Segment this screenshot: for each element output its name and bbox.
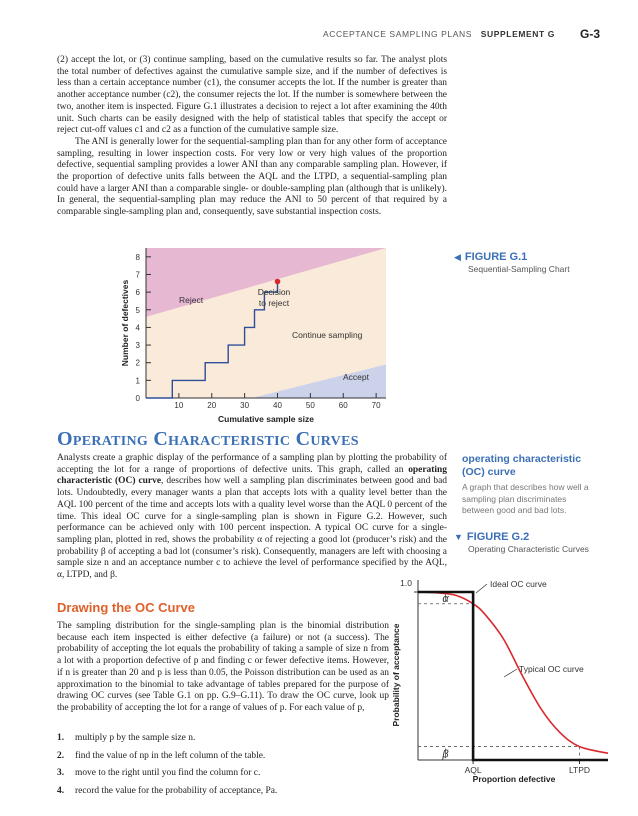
step-number: 3. [57, 768, 65, 778]
figure-g2-caption [454, 531, 604, 554]
sequential-sampling-chart [100, 248, 400, 430]
intro-paragraph-1: (2) accept the lot, or (3) continue sampling, based on the cumulative results so far. The analyst plots the total number of defectives against the cumulative sample size, and if the number of defectives is less than a certain acceptance number (c1), the consumer accepts the lot. If the number is greater than another acceptance number (c2), the consumer rejects the lot. If the number is somewhere between the two, another item is inspected. Figure G.1 illustrates a decision to reject a lot after examining the 40th unit. Such charts can be easily designed with the help of statistical tables that specify the accept or reject cut-off values c1 and c2 as a function of the cumulative sample size. [57, 55, 447, 136]
x-axis-label: Cumulative sample size [218, 414, 314, 424]
y-tick-label: 0 [135, 394, 140, 403]
glossary-definition: A graph that describes how well a sampling plan discriminates between good and bad lots. [462, 482, 589, 515]
y-axis-label: Probability of acceptance [391, 623, 401, 727]
oc-text-part1: Analysts create a graphic display of the performance of a sampling plan by plotting the probability of accepting the lot for a range of proportions of defective units. This graph, called an [57, 453, 447, 475]
subsection-heading: Drawing the OC Curve [57, 600, 195, 615]
ideal-oc-curve [418, 592, 608, 760]
running-header [300, 27, 600, 41]
y-tick-label: 3 [135, 341, 140, 351]
y-axis-label: Number of defectives [120, 279, 130, 367]
decision-label-line1: Decision [257, 287, 291, 297]
x-tick-label: 50 [305, 401, 315, 410]
x-tick-ltpd: LTPD [568, 765, 591, 775]
beta-symbol: β [442, 748, 449, 761]
x-tick-label: 60 [338, 401, 348, 410]
y-tick-label: 7 [135, 270, 140, 280]
x-tick-label: 40 [273, 401, 282, 410]
x-tick-label: 20 [207, 401, 217, 410]
x-tick-label: 70 [371, 401, 381, 410]
intro-text [57, 55, 447, 219]
step-number: 2. [57, 750, 65, 761]
list-item [57, 768, 397, 786]
y-tick-label: 1.0 [400, 578, 412, 588]
page-number: G-3 [579, 27, 600, 41]
continue-sampling-label: Continue sampling [292, 330, 363, 340]
step-text: multiply p by the sample size n. [75, 733, 196, 743]
y-tick-label: 4 [135, 323, 140, 333]
oc-text-part2: , describes how well a sampling plan discriminates between good and bad lots. Undoubtedly, every manager wants a plan that accepts lots with a quality level better than the AQL 100 percent of the time and accepts lots with a quality level worse than the AQL 0 percent of the time. This ideal OC curve for a single-sampling plan is shown in Figure G.2. However, such performance can be achieved only with 100 percent inspection. A typical OC curve for a single-sampling plan, plotted in red, shows the probability α of rejecting a good lot (producer’s risk) and the probability β of accepting a bad lot (consumer’s risk). Consequently, managers are left with choosing a sample size n and an acceptance number c to achieve the level of performance specified by the AQL, α, LTPD, and β. [57, 476, 447, 581]
x-tick-label: 10 [174, 401, 184, 410]
margin-glossary [462, 453, 592, 517]
list-item [57, 786, 397, 804]
figure-g1-subtitle: Sequential-Sampling Chart [468, 264, 570, 274]
ideal-label-leader [476, 584, 487, 593]
list-item [57, 751, 397, 769]
drawing-oc-text [57, 621, 389, 715]
step-text: find the value of np in the left column of the table. [75, 750, 266, 761]
oc-key-term: operating characteristic (OC) curve [57, 464, 447, 487]
x-axis-label: Proportion defective [472, 774, 556, 784]
accept-label: Accept [343, 372, 369, 382]
header-section-title: ACCEPTANCE SAMPLING PLANS [323, 29, 472, 39]
figure-g2-subtitle: Operating Characteristic Curves [468, 544, 589, 554]
reject-label: Reject [179, 295, 204, 305]
figure-g1-label: FIGURE G.1 [464, 251, 528, 263]
intro-paragraph-2: The ANI is generally lower for the sequential-sampling plan than for any other form of acceptance sampling, resulting in lower inspection costs. For very low or very high values of the proportion defective, sequential sampling provides a lower ANI than any comparable sampling plan. However, if the proportion of defective units falls between the AQL and the LTPD, a sequential-sampling plan could have a larger ANI than a comparable single- or double-sampling plan (although that is unlikely). In general, the sequential-sampling plan may reduce the ANI to 50 percent of that required by a comparable single-sampling plan and, consequently, save substantial inspection costs. [57, 136, 447, 218]
step-number: 1. [57, 733, 65, 743]
figure-g2-label: FIGURE G.2 [466, 531, 530, 543]
x-tick-label: 30 [240, 401, 250, 410]
alpha-symbol: α [442, 592, 449, 605]
header-supplement: SUPPLEMENT G [480, 29, 555, 39]
figure-g1-caption [454, 251, 604, 274]
steps-list [57, 733, 397, 803]
step-text: move to the right until you find the column for c. [75, 768, 261, 778]
y-tick-label: 6 [135, 288, 140, 298]
y-tick-label: 5 [135, 305, 140, 315]
y-tick-label: 1 [135, 376, 140, 386]
down-triangle-icon: ▼ [454, 532, 463, 542]
step-number: 4. [57, 785, 65, 796]
section-heading: Operating Characteristic Curves [57, 428, 359, 450]
y-tick-label: 2 [135, 358, 140, 368]
glossary-term-line1: operating characteristic [462, 453, 582, 465]
typical-oc-label: Typical OC curve [519, 664, 584, 674]
oc-curves-chart [388, 560, 628, 795]
typical-label-leader [504, 669, 517, 677]
step-text: record the value for the probability of acceptance, Pa. [75, 785, 278, 796]
x-tick-aql: AQL [464, 765, 482, 775]
y-tick-label: 8 [135, 252, 140, 262]
decision-label-line2: to reject [258, 298, 290, 308]
list-item [57, 733, 397, 751]
glossary-term-line2: (OC) curve [462, 465, 516, 478]
drawing-paragraph: The sampling distribution for the single-sampling plan is the binomial distribution because each item inspected is either defective (a failure) or not (a success). The probability of accepting the lot equals the probability of taking a sample of size n from a lot with a proportion defective of p and finding c or fewer defective items. However, if n is greater than 20 and p is less than 0.05, the Poisson distribution can be used as an approximation to the binomial to take advantage of tables prepared for the purpose of drawing OC curves (see Table G.1 on pp. G.9–G.11). To draw the OC curve, look up the probability of accepting the lot for a range of values of p. For each value of p, [57, 621, 389, 713]
ideal-oc-label: Ideal OC curve [490, 579, 547, 589]
left-triangle-icon: ◀ [454, 252, 461, 262]
decision-point-marker [275, 279, 281, 285]
